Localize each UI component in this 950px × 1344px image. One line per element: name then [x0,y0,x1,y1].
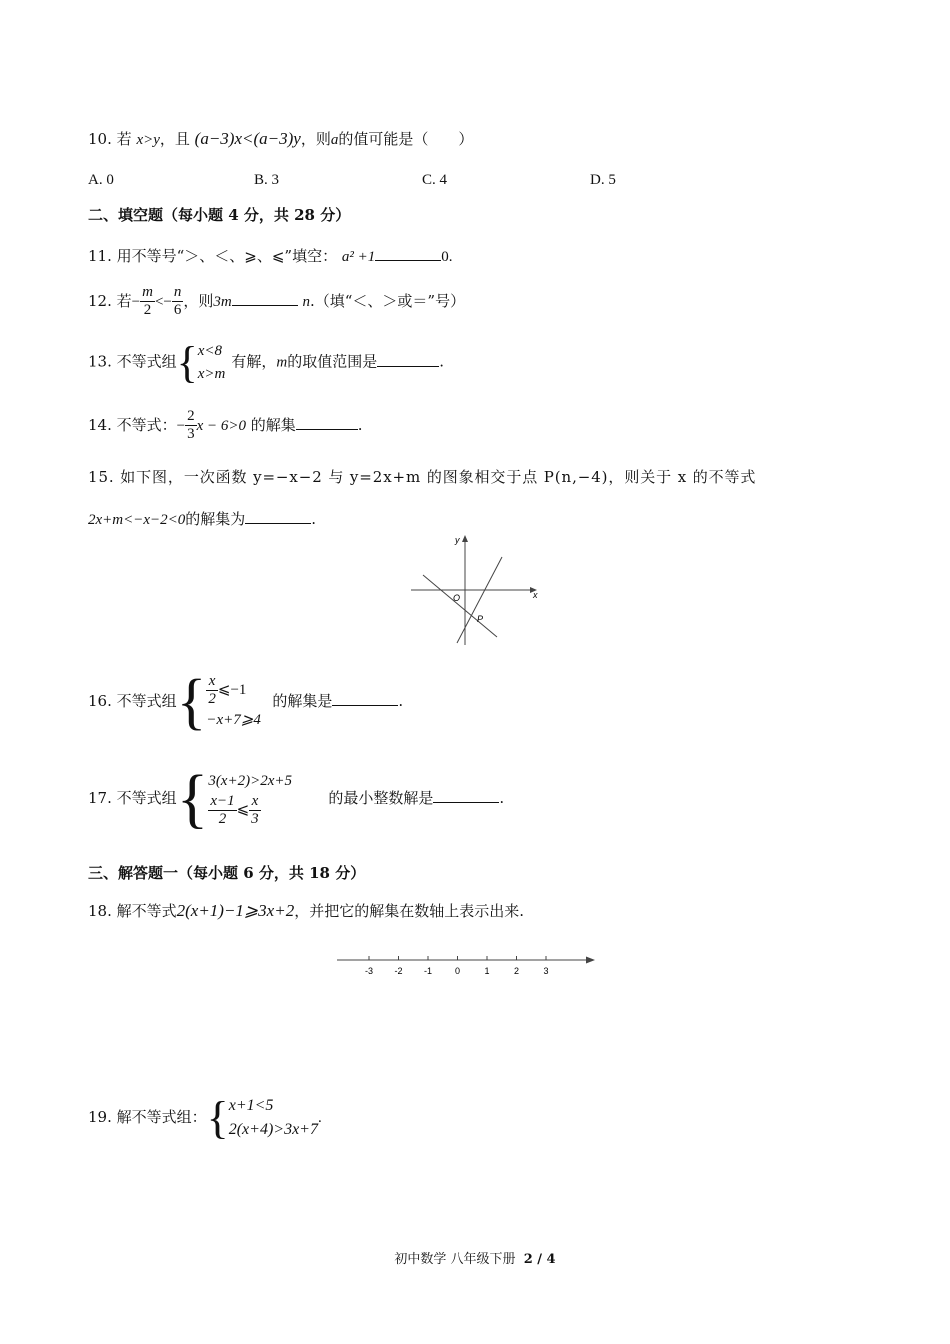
footer-text: 初中数学 八年级下册 [394,1252,516,1267]
q17-answer-blank[interactable] [433,788,499,803]
q12-expression: 3m [213,293,232,310]
question-16 [88,668,404,736]
q12-tail: .（填“＜、＞或＝”号） [310,291,466,310]
section-3-title: 三、解答题一（每小题 6 分，共 18 分） [88,864,366,882]
q10-condition-1: x>y [136,132,160,148]
q12-answer-blank[interactable] [232,291,298,306]
q16-brace: { [176,668,207,736]
q13-row-1: x<8 [197,343,223,359]
q16-tail: 的解集是 [272,692,333,710]
q13-row-2: x>m [197,365,226,382]
q10-option-b[interactable]: B. 3 [254,172,280,188]
line-y-2x-plus-m [457,557,502,643]
x-axis-label: x [533,590,538,600]
number-line-arrow-icon [586,957,595,964]
number-line-tick-label: -2 [394,966,403,976]
q16-frac-den: 2 [208,691,216,708]
q10-suffix-2: 的值可能是（ ） [338,130,474,148]
q16-frac-num: x [206,673,218,691]
q17-frac2-num: x [249,793,261,811]
q17-row-2 [208,793,328,829]
q12-prefix: 12. 若 [88,291,132,310]
q10-suffix-1: ，则 [300,130,331,148]
q13-prefix: 13. 不等式组 [88,352,177,371]
q19-system [229,1094,318,1142]
number-line-tick-label: -1 [423,966,433,976]
q16-end: . [398,692,404,710]
q17-frac2-den: 3 [251,810,259,827]
q12-frac1-den: 2 [143,302,152,319]
question-10 [88,128,473,149]
q17-tail: 的最小整数解是 [328,789,434,807]
q17-end: . [499,789,505,807]
q13-brace: { [176,337,198,387]
question-15-line-2 [88,508,316,529]
q10-option-a[interactable]: A. 0 [88,172,114,188]
q12-fraction-2 [172,284,184,320]
q18-prefix: 18. 解不等式 [88,902,177,920]
line-y-neg-x-minus-2 [423,575,497,637]
q16-row-1-rest: ⩽−1 [217,682,247,699]
question-15-line-1: 15. 如下图，一次函数 y=−x−2 与 y=2x+m 的图象相交于点 P(n,−4)，则关于 x 的不等式 [88,468,757,486]
q15-end: . [311,510,317,528]
number-line-tick-label: 0 [454,966,461,976]
q10-condition-2: (a−3)x<(a−3)y [194,129,301,148]
q14-expression: x − 6>0 [196,417,246,434]
q19-prefix: 19. 解不等式组： [88,1108,207,1126]
number-line-tick-label: 2 [513,966,520,976]
q16-system [206,673,272,731]
q10-option-d[interactable]: D. 5 [590,172,616,188]
q10-prefix: 若 [116,130,132,148]
q15-tail: 的解集为 [185,510,246,528]
q12-frac2-num: n [172,284,184,302]
q11-tail: 0. [441,249,453,265]
q19-row-2: 2(x+4)>3x+7 [228,1121,318,1138]
page-footer [0,1248,950,1267]
q17-row-1: 3(x+2)>2x+5 [208,773,292,789]
q19-brace: { [206,1092,229,1143]
q13-variable: m [276,354,288,371]
q11-answer-blank[interactable] [375,246,441,261]
q17-frac1-num: x−1 [208,793,236,811]
question-17 [88,762,505,835]
q14-tail: 的解集 [250,415,296,434]
q14-answer-blank[interactable] [296,415,358,430]
q13-answer-blank[interactable] [377,352,439,367]
q13-system [198,340,226,385]
q16-prefix: 16. 不等式组 [88,692,177,710]
q16-row-2: −x+7⩾4 [206,711,261,728]
q12-fraction-1 [140,284,155,320]
q14-frac-den: 3 [187,426,195,443]
q17-prefix: 17. 不等式组 [88,789,177,807]
section-2-title: 二、填空题（每小题 4 分，共 28 分） [88,206,351,224]
q11-expression: a² +1 [341,249,376,265]
q15-answer-blank[interactable] [245,509,311,524]
y-axis-label: y [455,535,460,545]
q10-variable: a [330,132,339,148]
q10-number: 10. [88,130,112,148]
q13-end: . [439,352,445,371]
q16-row-1 [206,673,272,709]
question-14: 14. 不等式：− $\frac{2}{3}$ x − 6>0 的解集 . [88,408,363,443]
q11-text: 11. 用不等号“＞、＜、⩾、⩽”填空： [88,247,338,265]
q15-graph-figure [405,533,545,651]
page-number: 2 / 4 [523,1252,556,1267]
y-axis-arrow-icon [462,535,468,542]
q16-answer-blank[interactable] [332,691,398,706]
q12-mid: ，则 [183,291,214,310]
q12-frac2-den: 6 [173,302,182,319]
question-13 [88,337,445,387]
question-12: 12. 若− $\frac{m}{2}$ <− $\frac{n}{6}$ ，则3m n.（填“＜、＞或＝”号） [88,284,466,319]
number-line-tick-label: -3 [364,966,374,976]
q12-frac1-num: m [140,284,155,302]
question-19 [88,1094,322,1142]
q15-inequality: 2x+m<−x−2<0 [88,512,186,528]
q12-variable: n [302,293,310,310]
q14-end: . [357,415,363,434]
q18-number-line[interactable] [335,950,600,980]
point-p-label: P [477,614,484,624]
q13-tail: 的取值范围是 [287,352,378,371]
q17-brace: { [176,762,209,835]
q17-row-2-op: ⩽ [236,801,250,818]
q13-mid: 有解， [231,352,277,371]
q10-mid: ，且 [159,130,190,148]
q18-inequality: 2(x+1)−1⩾3x+2 [176,901,295,920]
number-line-tick-label: 3 [543,966,549,976]
question-11 [88,245,453,266]
number-line-tick-label: 1 [484,966,490,976]
q18-tail: ，并把它的解集在数轴上表示出来. [294,902,524,920]
q19-row-1: x+1<5 [228,1097,274,1114]
origin-label: O [453,593,461,603]
q14-fraction [185,408,197,444]
q10-option-c[interactable]: C. 4 [422,172,448,188]
q17-frac1-den: 2 [218,810,227,827]
q17-system [208,770,328,828]
question-18 [88,900,524,921]
q14-frac-num: 2 [185,408,197,426]
q19-end: . [317,1110,322,1126]
q14-prefix: 14. 不等式： [88,415,177,434]
